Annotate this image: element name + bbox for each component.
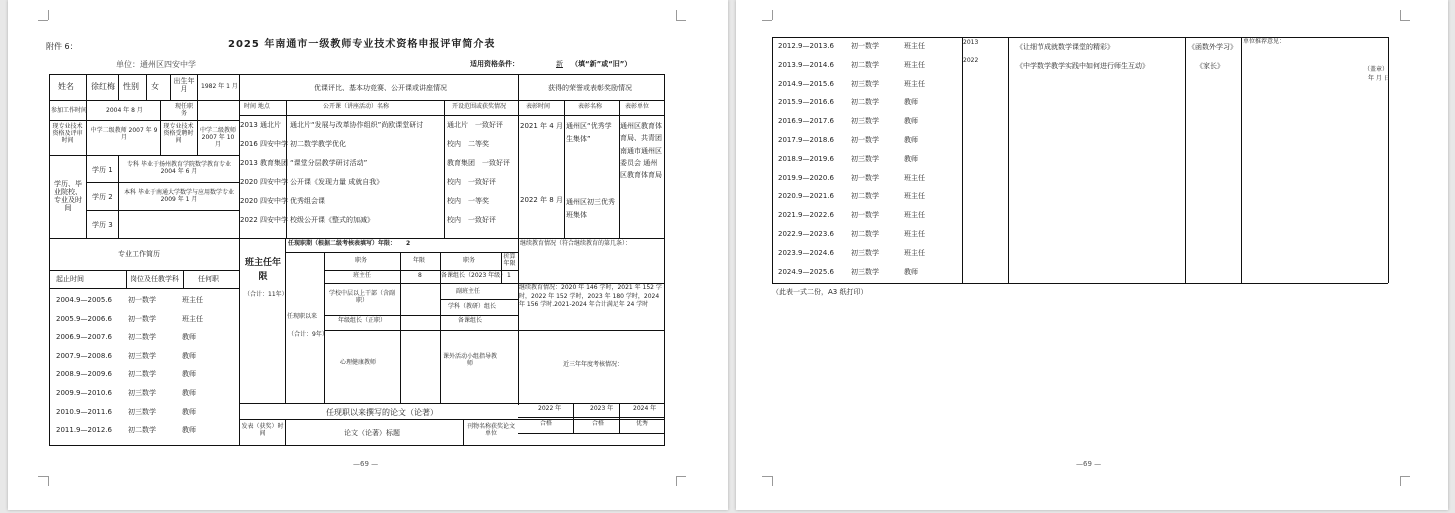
work-history-row-duty: 教师 [182, 389, 196, 397]
training-title: 继续教育情况（符合继续教育的第几条）： [520, 240, 632, 247]
papers-title: 任现职以来撰写的论文（论著） [326, 408, 438, 417]
posts-side-total: （合计：9年） [288, 331, 328, 338]
page-2 [736, 0, 1448, 510]
crop-mark [772, 10, 773, 20]
page-number-1: —69 — [353, 460, 379, 468]
crop-mark [38, 20, 48, 21]
post-cell-psych: 心理健康教师 [340, 359, 377, 366]
wh-header-time: 起止时间 [56, 275, 84, 283]
work-history-row-post: 初一数学 [851, 173, 879, 182]
post-row1-converted: 1 [507, 272, 511, 279]
work-history-row-post: 初二数学 [851, 60, 879, 69]
lesson-row-name: 通北片“发展与改革协作组织”尚欧课堂研讨 [290, 121, 424, 129]
crop-mark [676, 476, 677, 486]
work-history-row-post: 初二数学 [851, 230, 879, 238]
honor-2-time: 2022 年 8 月 [520, 196, 563, 204]
current-post-value: 中学二级教师 2007 年 10 月 [199, 127, 236, 148]
crop-mark [762, 476, 772, 477]
condition-value: 新 [556, 60, 563, 68]
crop-mark [1400, 20, 1410, 21]
posts-years: 2 [406, 240, 411, 247]
work-history-row-post: 初二数学 [128, 370, 156, 379]
post-cell-prep-leader: 备课组长 [458, 317, 483, 324]
work-history-row-time: 2008.9—2009.6 [56, 370, 112, 379]
post-row1-duty2: 备课组长（2023 年级） [441, 272, 507, 279]
post-cell-vice-head: 副班主任 [456, 288, 481, 295]
condition-label: 适用资格条件： [470, 60, 519, 68]
edu-2-value: 本科 毕业于南通大学数学与应用数学专业 2009 年 1 月 [124, 189, 234, 203]
work-history-row-time: 2011.9—2012.6 [56, 426, 112, 435]
birth-value: 1982 年 1 月 [201, 83, 238, 90]
assessment-year-2: 2023 年 [590, 405, 614, 412]
crop-mark [1400, 476, 1401, 486]
work-history-row-time: 2006.9—2007.6 [56, 333, 112, 342]
work-history-row-time: 2017.9—2018.6 [778, 136, 834, 144]
edu-1-value: 专科 毕业于扬州教育学院数学教育专业 2004 年 6 月 [127, 161, 231, 175]
work-history-row-duty: 班主任 [904, 230, 925, 238]
lesson-row-scope: 校内 一致好评 [447, 178, 496, 186]
papers-header-journal: 刊物名称获奖论文单位 [466, 423, 515, 437]
head-teacher-total: （合计：11年） [244, 291, 288, 298]
position-label: 现任职务 [174, 103, 193, 117]
work-history-row-post: 初三数学 [851, 117, 879, 126]
work-history-row-post: 初一数学 [851, 136, 879, 144]
crop-mark [676, 20, 686, 21]
lessons-title: 优课评比、基本功竞赛、公开课或讲座情况 [314, 84, 447, 92]
work-history-row-time: 2015.9—2016.6 [778, 98, 834, 107]
posts-header-duty-2: 职务 [463, 257, 476, 264]
work-history-row-time: 2018.9—2019.6 [778, 154, 834, 163]
work-history-row-duty: 班主任 [904, 211, 925, 220]
paper-1-title: 《让细节成就数学课堂的精彩》 [1016, 43, 1114, 51]
work-history-row-post: 初二数学 [128, 333, 156, 342]
work-history-row-post: 初一数学 [128, 314, 156, 323]
honors-header-unit: 表彰单位 [625, 103, 650, 110]
posts-header-duty-1: 职务 [355, 257, 368, 264]
work-history-row-duty: 教师 [182, 407, 196, 416]
work-history-row-post: 初三数学 [128, 407, 156, 416]
work-history-row-post: 初三数学 [851, 154, 879, 163]
assessment-title: 近三年年度考核情况： [563, 361, 624, 368]
work-history-row-post: 初一数学 [851, 211, 879, 220]
work-history-row-duty: 班主任 [904, 60, 925, 69]
honors-unit: 通州区教育体育局、共青团南通市通州区委员会 通州区教育体育局 [620, 122, 662, 179]
lesson-row-time: 2013 通北片 [240, 121, 282, 129]
current-qual-value: 中学二级教师 2007 年 9 月 [90, 127, 158, 141]
honors-header-name: 表彰名称 [578, 103, 603, 110]
training-detail: 继续教育情况：2020 年 146 学时，2021 年 152 学时，2022 年 152 学时，2023 年 180 学时，2024 年 156 学时.2021-2024 年合计满足年 24 学时 [519, 284, 662, 309]
current-qual-label: 现专业技术资格及评审时间 [52, 123, 83, 144]
honors-title: 获得的荣誉或表彰奖励情况 [548, 84, 632, 92]
work-history-row-duty: 教师 [182, 370, 196, 379]
work-history-row-duty: 教师 [182, 333, 196, 342]
crop-mark [1400, 476, 1410, 477]
lesson-row-scope: 教育集团 一致好评 [447, 159, 510, 167]
work-history-row-duty: 教师 [904, 154, 918, 163]
work-history-row-time: 2004.9—2005.6 [56, 296, 112, 304]
lessons-header-name: 公开课（讲座活动）名称 [323, 103, 390, 110]
lessons-header-scope: 开设范围或获奖情况 [452, 103, 507, 110]
post-cell-subject-leader: 学科（教研）组长 [448, 303, 497, 310]
paper-2-journal: 《家长》 [1196, 62, 1224, 70]
posts-header-years-1: 年限 [413, 257, 426, 264]
work-history-row-post: 初一数学 [128, 296, 156, 304]
work-history-row-duty: 班主任 [182, 296, 203, 304]
papers-header-time: 发表（获奖）时间 [241, 423, 284, 437]
page-1 [8, 0, 728, 510]
current-post-label: 现专业技术资格受聘时间 [163, 123, 194, 144]
lesson-row-time: 2020 四安中学 [240, 197, 289, 205]
work-history-row-duty: 教师 [182, 426, 196, 435]
work-history-row-time: 2007.9—2008.6 [56, 351, 112, 360]
papers-header-title: 论文（论著）标题 [344, 429, 400, 437]
wh-header-post: 岗位及任教学科 [130, 275, 179, 283]
work-history-row-time: 2022.9—2023.6 [778, 230, 834, 238]
assessment-year-1: 2022 年 [538, 405, 562, 412]
work-history-row-post: 初一数学 [851, 42, 879, 50]
posts-label: 任现职期（根据二级考核表填写）年限： [288, 240, 397, 247]
work-history-title: 专业工作简历 [118, 250, 160, 258]
paper-2-title: 《中学数学教学实践中如何进行师生互动》 [1016, 62, 1149, 70]
crop-mark [676, 10, 677, 20]
honor-1-name: 通州区“优秀学生集体” [566, 122, 612, 143]
work-history-row-duty: 教师 [904, 98, 918, 107]
name-value: 徐红梅 [91, 82, 115, 91]
lesson-row-scope: 校内 二等奖 [447, 140, 489, 148]
page-number-2: —69 — [1076, 460, 1102, 468]
crop-mark [762, 20, 772, 21]
attachment-label: 附件 6： [46, 42, 78, 51]
work-history-row-duty: 教师 [904, 267, 918, 276]
work-history-row-post: 初二数学 [851, 98, 879, 107]
crop-mark [772, 476, 773, 486]
lesson-row-scope: 校内 一等奖 [447, 197, 489, 205]
assessment-result-1: 合格 [540, 420, 553, 427]
work-history-row-duty: 班主任 [904, 42, 925, 50]
work-history-row-post: 初三数学 [851, 267, 879, 276]
paper-2-time: 2022 [963, 57, 979, 64]
post-cell-cadre: 学校中层以上干部（含副职） [328, 290, 395, 304]
lesson-row-time: 2016 四安中学 [240, 140, 289, 148]
work-start-value: 2004 年 8 月 [106, 107, 143, 114]
gender-label: 性别 [123, 82, 139, 91]
work-history-row-duty: 班主任 [182, 314, 203, 323]
posts-side-label: 任现职以来 [287, 313, 318, 320]
crop-mark [676, 476, 686, 477]
work-history-row-time: 2019.9—2020.6 [778, 173, 834, 182]
lesson-row-scope: 校内 一致好评 [447, 216, 496, 224]
footnote: （此表一式二份，A3 纸打印） [772, 288, 868, 296]
education-label: 学历、毕业院校、专业及时间 [54, 180, 82, 213]
work-history-row-time: 2012.9—2013.6 [778, 42, 834, 50]
work-history-row-time: 2009.9—2010.6 [56, 389, 112, 397]
lesson-row-name: 初二数学教学优化 [290, 140, 346, 148]
honor-2-name: 通州区初三优秀班集体 [566, 198, 615, 219]
work-history-row-duty: 班主任 [904, 248, 925, 257]
lesson-row-time: 2013 教育集团 [240, 159, 289, 167]
assessment-year-3: 2024 年 [633, 405, 657, 412]
work-history-row-duty: 教师 [182, 351, 196, 360]
post-row1-duty: 班主任 [353, 272, 372, 279]
work-history-row-duty: 班主任 [904, 173, 925, 182]
work-history-row-time: 2024.9—2025.6 [778, 267, 834, 276]
lesson-row-name: 优秀组会课 [290, 197, 325, 205]
work-history-row-post: 初三数学 [851, 79, 879, 88]
work-history-row-time: 2021.9—2022.6 [778, 211, 834, 220]
work-history-row-time: 2016.9—2017.6 [778, 117, 834, 126]
work-history-row-duty: 班主任 [904, 79, 925, 88]
edu-2-label: 学历 2 [92, 193, 113, 201]
work-history-row-time: 2020.9—2021.6 [778, 192, 834, 201]
work-history-row-time: 2005.9—2006.6 [56, 314, 112, 323]
work-history-row-post: 初三数学 [128, 389, 156, 397]
work-history-row-post: 初三数学 [851, 248, 879, 257]
work-history-row-duty: 教师 [904, 136, 918, 144]
page-title: 2025 年南通市一级教师专业技术资格申报评审简介表 [228, 39, 496, 50]
condition-hint: （填“新”或“旧”） [571, 60, 632, 68]
unit-label: 单位：通州区四安中学 [116, 60, 196, 69]
lesson-row-name: 公开课《发现力量 成就自我》 [290, 178, 384, 186]
post-cell-grade-leader: 年级组长（正职） [338, 317, 387, 324]
lesson-row-time: 2022 四安中学 [240, 216, 289, 224]
posts-header-converted: 折算年限 [503, 253, 516, 267]
work-history-row-time: 2014.9—2015.6 [778, 79, 834, 88]
paper-1-journal: 《函数外学习》 [1188, 43, 1237, 51]
post-cell-activity: 课外活动小组指导教师 [442, 353, 497, 367]
review-date: 年 月 日 [1368, 75, 1390, 82]
lesson-row-scope: 通北片 一致好评 [447, 121, 503, 129]
honor-1-time: 2021 年 4 月 [520, 122, 563, 130]
honors-header-time: 表彰时间 [526, 103, 551, 110]
work-history-row-time: 2013.9—2014.6 [778, 60, 834, 69]
edu-1-label: 学历 1 [92, 166, 113, 174]
lesson-row-time: 2020 四安中学 [240, 178, 289, 186]
work-history-row-duty: 教师 [904, 117, 918, 126]
name-label: 姓名 [58, 82, 74, 91]
gender-value: 女 [151, 82, 159, 91]
post-row1-years: 8 [418, 272, 422, 279]
lesson-row-name: “课堂分层教学研讨活动” [290, 159, 368, 167]
assessment-result-3: 优秀 [636, 420, 649, 427]
crop-mark [38, 476, 48, 477]
birth-label: 出生年月 [173, 77, 195, 94]
work-history-row-post: 初三数学 [128, 351, 156, 360]
crop-mark [48, 476, 49, 486]
head-teacher-label: 班主任年限 [244, 258, 281, 283]
review-seal: （盖章） [1364, 66, 1389, 73]
work-history-row-post: 初二数学 [851, 192, 879, 201]
crop-mark [48, 10, 49, 20]
lessons-header-time: 时间 地点 [244, 103, 270, 110]
paper-1-time: 2013 [963, 39, 979, 46]
crop-mark [1400, 10, 1401, 20]
review-label: 单位推荐意见： [1243, 38, 1286, 45]
work-history-row-time: 2023.9—2024.6 [778, 248, 834, 257]
edu-3-label: 学历 3 [92, 221, 113, 229]
work-start-label: 参加工作时间 [51, 107, 88, 114]
work-history-row-post: 初二数学 [128, 426, 156, 435]
lesson-row-name: 校级公开课《整式的加减》 [290, 216, 374, 224]
work-history-row-time: 2010.9—2011.6 [56, 407, 112, 416]
assessment-result-2: 合格 [592, 420, 605, 427]
wh-header-duty: 任何职 [198, 275, 219, 283]
work-history-row-duty: 班主任 [904, 192, 925, 201]
